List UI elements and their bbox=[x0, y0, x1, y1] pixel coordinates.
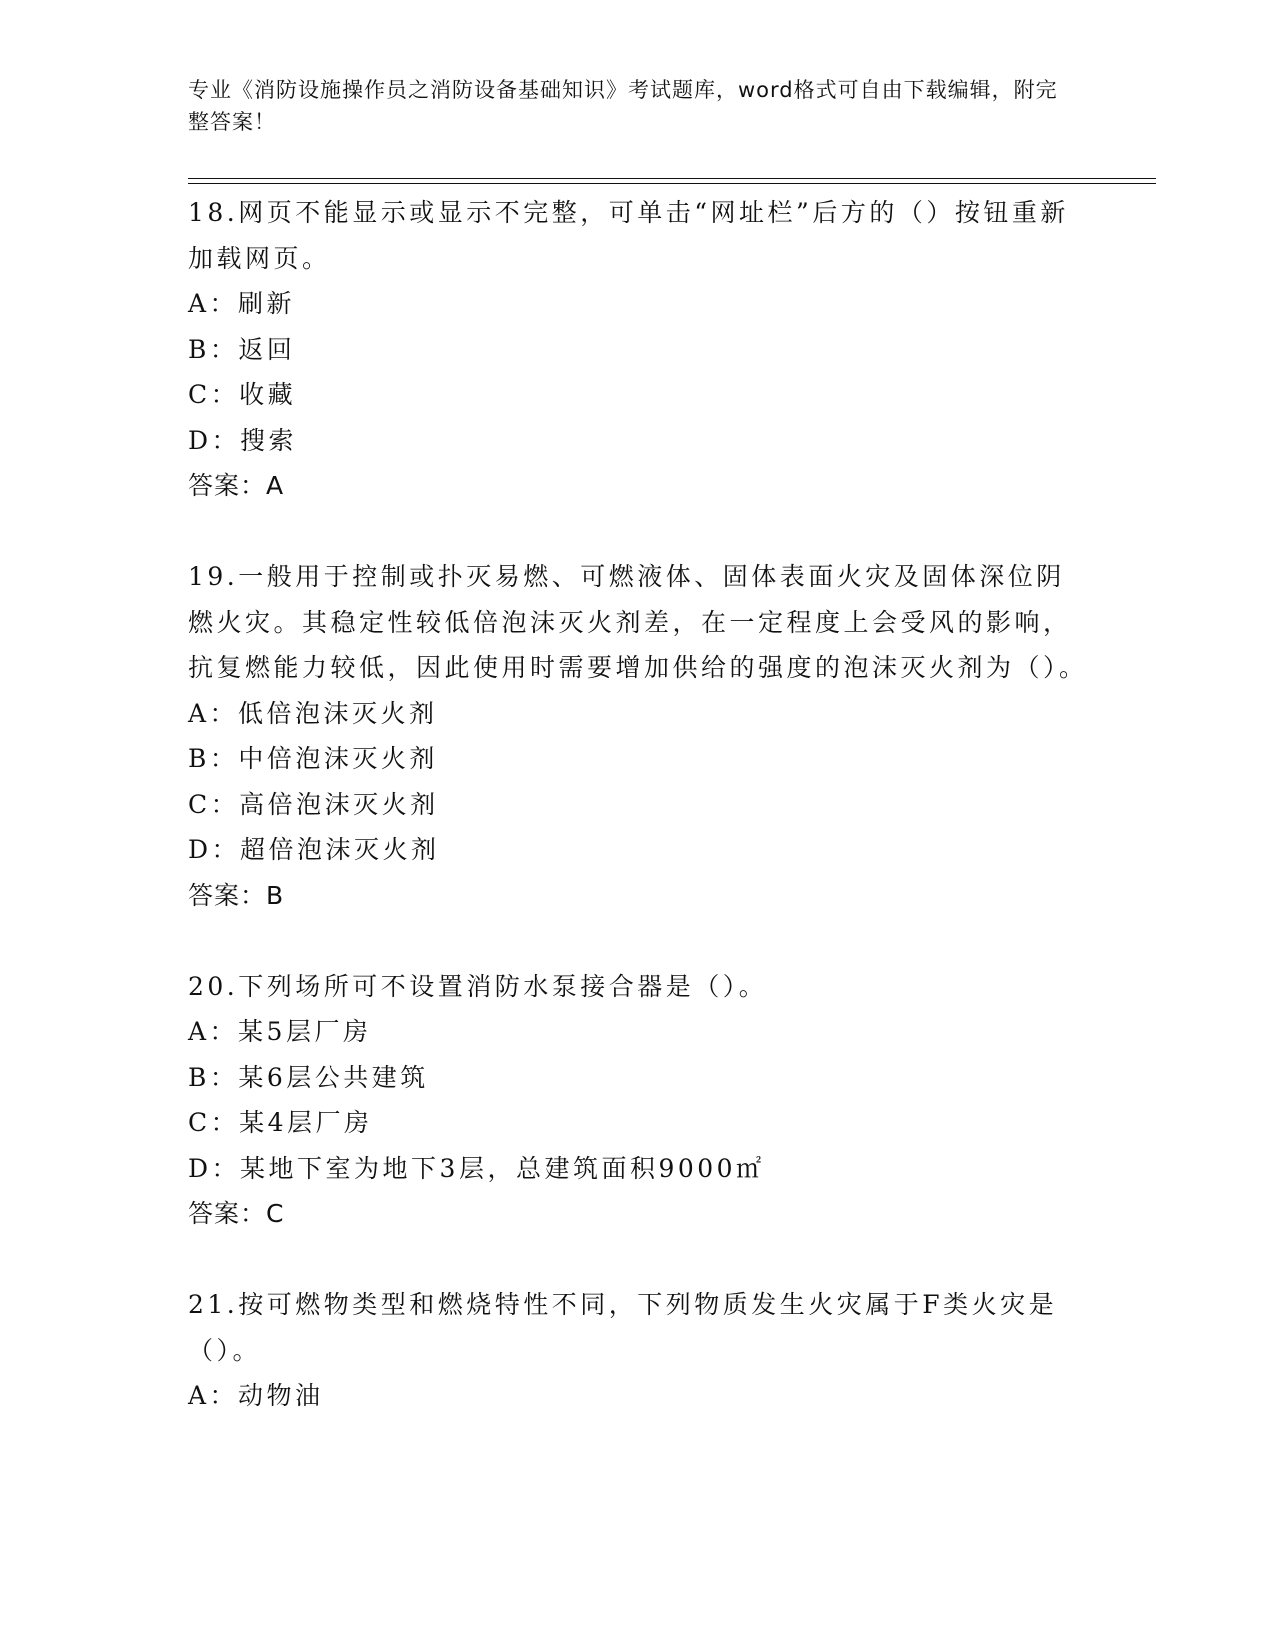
option-a: A：动物油 bbox=[188, 1381, 324, 1410]
question-spacer bbox=[188, 1237, 1088, 1283]
option-b: B：返回 bbox=[188, 334, 296, 364]
header-divider-bottom bbox=[188, 183, 1156, 184]
question-19 bbox=[188, 554, 1088, 918]
answer: 答案：C bbox=[188, 1199, 285, 1228]
document-header: 专业《消防设施操作员之消防设备基础知识》考试题库，word格式可自由下载编辑，附完整答案！ bbox=[188, 78, 1058, 134]
option-b: B：某6层公共建筑 bbox=[188, 1062, 429, 1092]
option-b: B：中倍泡沫灭火剂 bbox=[188, 744, 438, 773]
option-c: C：高倍泡沫灭火剂 bbox=[188, 789, 439, 819]
question-stem: 20.下列场所可不设置消防水泵接合器是（）。 bbox=[188, 971, 768, 1001]
question-stem: 21.按可燃物类型和燃烧特性不同，下列物质发生火灾属于F类火灾是（）。 bbox=[188, 1290, 1058, 1365]
option-c: C：某4层厂房 bbox=[188, 1108, 373, 1137]
option-d: D：超倍泡沫灭火剂 bbox=[188, 835, 440, 864]
question-20 bbox=[188, 964, 1088, 1237]
question-list bbox=[188, 190, 1088, 1419]
question-stem: 18.网页不能显示或显示不完整，可单击“网址栏”后方的（）按钮重新加载网页。 bbox=[188, 198, 1069, 273]
header-divider-top bbox=[188, 178, 1156, 179]
option-a: A：某5层厂房 bbox=[188, 1017, 372, 1046]
option-a: A：刷新 bbox=[188, 289, 296, 318]
question-spacer bbox=[188, 918, 1088, 964]
question-18 bbox=[188, 190, 1088, 509]
answer: 答案：B bbox=[188, 880, 285, 910]
question-spacer bbox=[188, 509, 1088, 555]
question-stem: 19.一般用于控制或扑灭易燃、可燃液体、固体表面火灾及固体深位阴燃火灾。其稳定性较低倍泡沫灭火剂差，在一定程度上会受风的影响，抗复燃能力较低，因此使用时需要增加供给的强度的泡沫灭火剂为（）。 bbox=[188, 562, 1088, 682]
question-21 bbox=[188, 1282, 1088, 1419]
option-c: C：收藏 bbox=[188, 380, 297, 409]
answer: 答案：A bbox=[188, 471, 285, 500]
option-d: D：某地下室为地下3层，总建筑面积9000㎡ bbox=[188, 1153, 765, 1183]
option-a: A：低倍泡沫灭火剂 bbox=[188, 698, 438, 728]
option-d: D：搜索 bbox=[188, 425, 298, 455]
